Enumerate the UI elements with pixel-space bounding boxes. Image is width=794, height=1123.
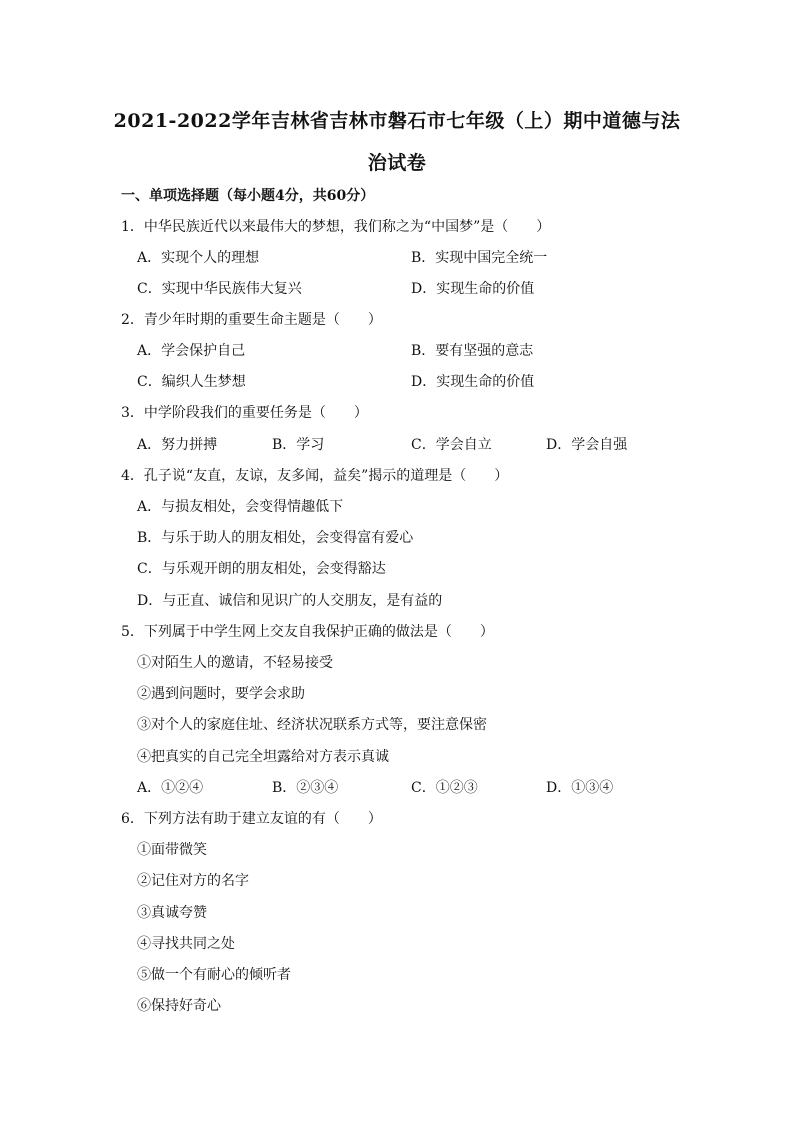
question-2-option-a: A．学会保护自己 [137,343,246,359]
exam-title-line-1: 2021-2022学年吉林省吉林市磐石市七年级（上）期中道德与法 [113,110,681,132]
question-2-option-d: D．实现生命的价值 [411,374,535,390]
question-2-stem: 2．青少年时期的重要生命主题是（ ） [121,312,382,328]
question-6-item-6: ⑥保持好奇心 [137,998,221,1014]
question-5-item-1: ①对陌生人的邀请，不轻易接受 [137,655,333,671]
question-6-item-2: ②记住对方的名字 [137,873,249,889]
question-3-option-b: B．学习 [272,437,325,453]
question-4-option-b: B．与乐于助人的朋友相处，会变得富有爱心 [137,530,414,546]
question-1-option-d: D．实现生命的价值 [411,281,535,297]
exam-title-line-2: 治试卷 [367,152,427,174]
question-3-option-d: D．学会自强 [546,437,628,453]
question-5-item-4: ④把真实的自己完全坦露给对方表示真诚 [137,749,389,765]
question-4-stem: 4．孔子说“友直，友谅，友多闻，益矣”揭示的道理是（ ） [121,468,509,484]
question-3-stem: 3．中学阶段我们的重要任务是（ ） [121,405,368,421]
question-1-option-c: C．实现中华民族伟大复兴 [137,281,302,297]
question-4-option-c: C．与乐观开朗的朋友相处，会变得豁达 [137,561,386,577]
question-3-option-c: C．学会自立 [411,437,492,453]
question-3-option-a: A．努力拼搏 [137,437,218,453]
question-6-stem: 6．下列方法有助于建立友谊的有（ ） [121,811,382,827]
question-2-option-c: C．编织人生梦想 [137,374,246,390]
question-5-item-3: ③对个人的家庭住址、经济状况联系方式等，要注意保密 [137,717,487,733]
question-5-option-c: C．①②③ [411,780,478,796]
question-6-item-1: ①面带微笑 [137,842,207,858]
question-2-option-b: B．要有坚强的意志 [411,343,534,359]
section-heading-single-choice: 一、单项选择题（每小题4分，共60分） [121,188,375,204]
question-5-option-a: A．①②④ [137,780,204,796]
question-1-stem: 1．中华民族近代以来最伟大的梦想，我们称之为“中国梦”是（ ） [121,219,551,235]
question-1-option-b: B．实现中国完全统一 [411,250,548,266]
question-5-option-b: B．②③④ [272,780,339,796]
question-4-option-a: A．与损友相处，会变得情趣低下 [137,499,344,515]
question-6-item-4: ④寻找共同之处 [137,936,235,952]
question-5-option-d: D．①③④ [546,780,614,796]
question-6-item-5: ⑤做一个有耐心的倾听者 [137,967,291,983]
question-6-item-3: ③真诚夸赞 [137,905,207,921]
question-1-option-a: A．实现个人的理想 [137,250,260,266]
question-4-option-d: D．与正直、诚信和见识广的人交朋友，是有益的 [137,593,443,609]
question-5-stem: 5．下列属于中学生网上交友自我保护正确的做法是（ ） [121,624,494,640]
question-5-item-2: ②遇到问题时，要学会求助 [137,686,305,702]
